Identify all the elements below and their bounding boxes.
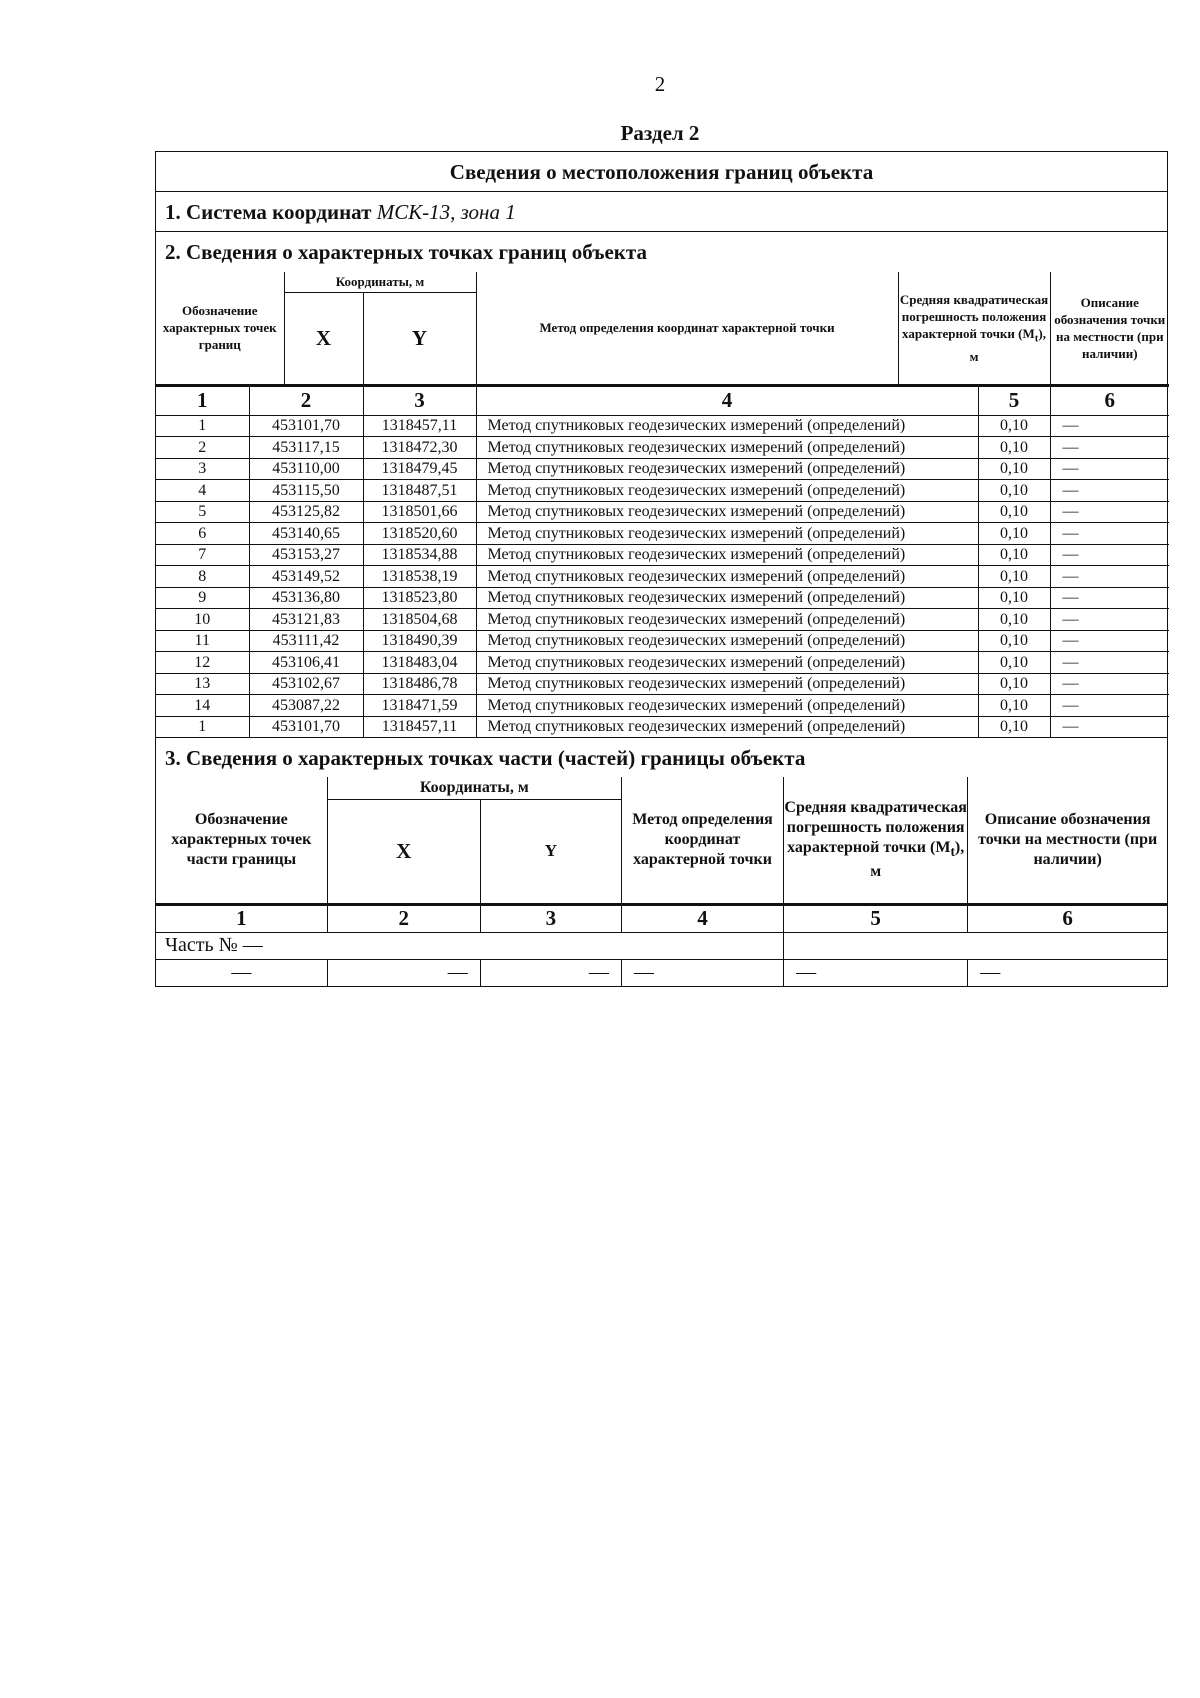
point-x-cell: 453101,70 [249, 415, 363, 437]
s3-header-coords: Координаты, м [327, 777, 621, 799]
point-x-cell: 453101,70 [249, 716, 363, 737]
point-y-cell: 1318490,39 [363, 630, 476, 652]
point-method-cell: Метод спутниковых геодезических измерений (определений) [476, 566, 978, 588]
point-x-cell: 453136,80 [249, 587, 363, 609]
point-n-cell: 9 [156, 587, 249, 609]
point-x-cell: 453110,00 [249, 458, 363, 480]
point-x-cell: 453121,83 [249, 609, 363, 631]
point-err-cell: 0,10 [978, 716, 1050, 737]
point-desc-cell: — [1050, 566, 1169, 588]
point-n-cell: 1 [156, 716, 249, 737]
point-err-cell: 0,10 [978, 587, 1050, 609]
point-desc-cell: — [1050, 609, 1169, 631]
point-err-cell: 0,10 [978, 523, 1050, 545]
s2-header-description: Описание обозначения точки на местности (при наличии) [1050, 272, 1169, 384]
point-x-cell: 453125,82 [249, 501, 363, 523]
s3-header-designation: Обозначение характерных точек части границы [156, 777, 327, 903]
s3-colnum: 2 [327, 905, 480, 933]
table-row [156, 523, 1169, 545]
s2-header-method: Метод определения координат характерной точки [476, 272, 898, 384]
s3-dash-cell: — [156, 959, 327, 986]
s3-dash-cell: — [327, 959, 480, 986]
point-x-cell: 453111,42 [249, 630, 363, 652]
table-row [156, 501, 1169, 523]
point-y-cell: 1318472,30 [363, 437, 476, 459]
point-method-cell: Метод спутниковых геодезических измерений (определений) [476, 587, 978, 609]
point-desc-cell: — [1050, 501, 1169, 523]
table-row [156, 544, 1169, 566]
s2-colnum: 6 [1050, 386, 1169, 416]
point-n-cell: 10 [156, 609, 249, 631]
point-desc-cell: — [1050, 523, 1169, 545]
point-y-cell: 1318471,59 [363, 695, 476, 717]
point-err-cell: 0,10 [978, 480, 1050, 502]
section3-title: 3. Сведения о характерных точках части (частей) границы объекта [165, 746, 806, 770]
point-err-cell: 0,10 [978, 501, 1050, 523]
point-method-cell: Метод спутниковых геодезических измерений (определений) [476, 501, 978, 523]
point-n-cell: 3 [156, 458, 249, 480]
point-x-cell: 453117,15 [249, 437, 363, 459]
section3-header-table [156, 777, 1167, 904]
point-y-cell: 1318534,88 [363, 544, 476, 566]
section3-points-table [156, 904, 1167, 986]
s3-dash-cell: — [968, 959, 1167, 986]
point-y-cell: 1318486,78 [363, 673, 476, 695]
coord-system-value: МСК-13, зона 1 [376, 200, 516, 224]
s3-dash-cell: — [784, 959, 968, 986]
s2-colnum: 2 [249, 386, 363, 416]
point-y-cell: 1318523,80 [363, 587, 476, 609]
point-method-cell: Метод спутниковых геодезических измерений (определений) [476, 437, 978, 459]
point-x-cell: 453087,22 [249, 695, 363, 717]
s3-column-numbers [156, 905, 1167, 933]
point-err-cell: 0,10 [978, 415, 1050, 437]
section3-title-row [156, 737, 1167, 777]
table-row [156, 609, 1169, 631]
point-desc-cell: — [1050, 415, 1169, 437]
s3-part-empty [784, 932, 1167, 959]
point-method-cell: Метод спутниковых геодезических измерений (определений) [476, 609, 978, 631]
point-method-cell: Метод спутниковых геодезических измерений (определений) [476, 630, 978, 652]
coord-system-row [156, 192, 1167, 232]
point-y-cell: 1318504,68 [363, 609, 476, 631]
table-row [156, 652, 1169, 674]
point-desc-cell: — [1050, 630, 1169, 652]
block-title: Сведения о местоположения границ объекта [156, 152, 1167, 192]
point-x-cell: 453106,41 [249, 652, 363, 674]
point-x-cell: 453115,50 [249, 480, 363, 502]
point-method-cell: Метод спутниковых геодезических измерений (определений) [476, 716, 978, 737]
point-desc-cell: — [1050, 544, 1169, 566]
s2-colnum: 1 [156, 386, 249, 416]
point-desc-cell: — [1050, 437, 1169, 459]
table-row [156, 458, 1169, 480]
point-y-cell: 1318487,51 [363, 480, 476, 502]
s3-dash-cell: — [480, 959, 621, 986]
point-n-cell: 8 [156, 566, 249, 588]
section2-title-row [156, 232, 1167, 272]
s3-colnum: 1 [156, 905, 327, 933]
point-desc-cell: — [1050, 480, 1169, 502]
point-desc-cell: — [1050, 695, 1169, 717]
point-method-cell: Метод спутниковых геодезических измерений (определений) [476, 523, 978, 545]
point-n-cell: 4 [156, 480, 249, 502]
point-x-cell: 453140,65 [249, 523, 363, 545]
s3-header-method: Метод определения координат характерной точки [621, 777, 783, 903]
point-n-cell: 11 [156, 630, 249, 652]
point-y-cell: 1318520,60 [363, 523, 476, 545]
point-n-cell: 13 [156, 673, 249, 695]
point-err-cell: 0,10 [978, 652, 1050, 674]
s3-colnum: 6 [968, 905, 1167, 933]
point-n-cell: 2 [156, 437, 249, 459]
point-desc-cell: — [1050, 673, 1169, 695]
section2-title: 2. Сведения о характерных точках границ объекта [165, 240, 647, 264]
s2-header-error: Средняя квадратическая погрешность положения характерной точки $(M_t)$, м [898, 272, 1050, 384]
point-n-cell: 14 [156, 695, 249, 717]
table-row [156, 630, 1169, 652]
s3-dash-row [156, 959, 1167, 986]
table-row [156, 716, 1169, 737]
point-err-cell: 0,10 [978, 437, 1050, 459]
table-row [156, 673, 1169, 695]
s3-header-x: X [327, 799, 480, 903]
point-y-cell: 1318483,04 [363, 652, 476, 674]
point-x-cell: 453149,52 [249, 566, 363, 588]
s2-column-numbers [156, 386, 1169, 416]
point-y-cell: 1318457,11 [363, 716, 476, 737]
point-y-cell: 1318479,45 [363, 458, 476, 480]
s3-dash-cell: — [621, 959, 783, 986]
point-desc-cell: — [1050, 458, 1169, 480]
point-y-cell: 1318538,19 [363, 566, 476, 588]
point-err-cell: 0,10 [978, 544, 1050, 566]
s3-colnum: 4 [621, 905, 783, 933]
point-x-cell: 453102,67 [249, 673, 363, 695]
point-n-cell: 6 [156, 523, 249, 545]
s3-part-label: Часть № — [156, 932, 784, 959]
point-err-cell: 0,10 [978, 695, 1050, 717]
point-n-cell: 7 [156, 544, 249, 566]
boundary-info-form [155, 151, 1168, 987]
s3-header-y: Y [480, 799, 621, 903]
point-method-cell: Метод спутниковых геодезических измерений (определений) [476, 652, 978, 674]
s3-colnum: 3 [480, 905, 621, 933]
point-err-cell: 0,10 [978, 673, 1050, 695]
page-number: 2 [654, 72, 666, 96]
table-row [156, 566, 1169, 588]
point-n-cell: 5 [156, 501, 249, 523]
point-method-cell: Метод спутниковых геодезических измерений (определений) [476, 480, 978, 502]
point-err-cell: 0,10 [978, 458, 1050, 480]
point-method-cell: Метод спутниковых геодезических измерений (определений) [476, 544, 978, 566]
point-y-cell: 1318457,11 [363, 415, 476, 437]
table-row [156, 480, 1169, 502]
s2-colnum: 4 [476, 386, 978, 416]
table-row [156, 587, 1169, 609]
point-x-cell: 453153,27 [249, 544, 363, 566]
s2-header-y: Y [363, 292, 476, 384]
s3-header-error: Средняя квадратическая погрешность положения характерной точки $(M_t)$, м [784, 777, 968, 903]
point-method-cell: Метод спутниковых геодезических измерений (определений) [476, 673, 978, 695]
point-desc-cell: — [1050, 716, 1169, 737]
s2-header-designation: Обозначение характерных точек границ [156, 272, 284, 384]
s3-header-description: Описание обозначения точки на местности (при наличии) [968, 777, 1167, 903]
s3-colnum: 5 [784, 905, 968, 933]
table-row [156, 695, 1169, 717]
section2-points-table [156, 385, 1169, 738]
point-method-cell: Метод спутниковых геодезических измерений (определений) [476, 415, 978, 437]
s2-colnum: 5 [978, 386, 1050, 416]
point-y-cell: 1318501,66 [363, 501, 476, 523]
point-method-cell: Метод спутниковых геодезических измерений (определений) [476, 458, 978, 480]
table-row [156, 415, 1169, 437]
s2-header-coords: Координаты, м [284, 272, 476, 292]
s2-header-x: X [284, 292, 363, 384]
section-title: Раздел 2 [620, 121, 700, 145]
point-err-cell: 0,10 [978, 630, 1050, 652]
point-err-cell: 0,10 [978, 609, 1050, 631]
s3-part-row [156, 932, 1167, 959]
point-n-cell: 12 [156, 652, 249, 674]
s2-colnum: 3 [363, 386, 476, 416]
coord-system-label: 1. Система координат [165, 200, 372, 224]
point-n-cell: 1 [156, 415, 249, 437]
point-method-cell: Метод спутниковых геодезических измерений (определений) [476, 695, 978, 717]
point-desc-cell: — [1050, 652, 1169, 674]
point-desc-cell: — [1050, 587, 1169, 609]
point-err-cell: 0,10 [978, 566, 1050, 588]
table-row [156, 437, 1169, 459]
section2-header-table [156, 272, 1169, 385]
